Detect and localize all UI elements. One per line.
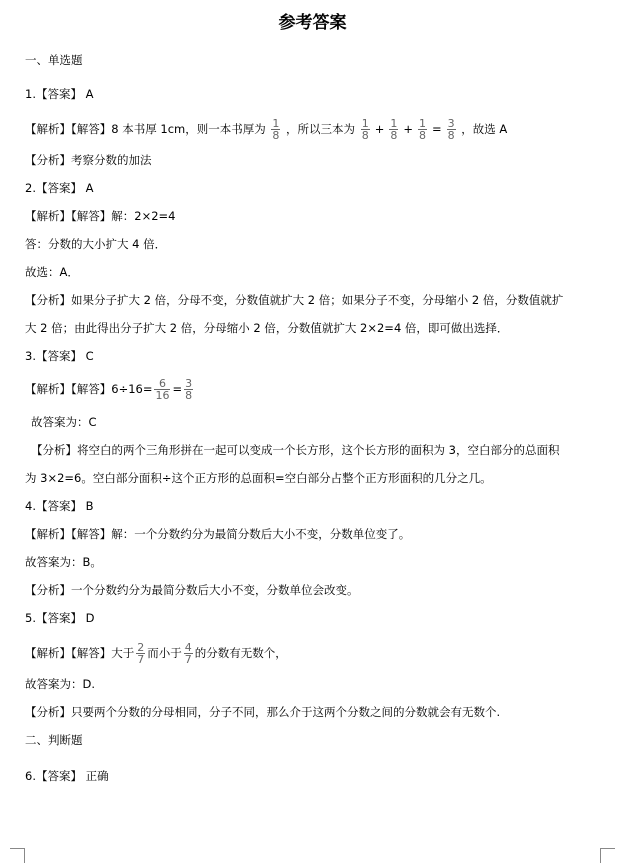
fraction-denominator: 16 <box>155 389 170 402</box>
q1-analysis-prefix: 【解析】【解答】8 本书厚 1cm，则一本书厚为 <box>25 122 266 136</box>
q1-fenxi: 【分析】考察分数的加法 <box>25 153 152 167</box>
fraction-one-eighth <box>418 118 427 141</box>
fraction-denominator: 7 <box>184 653 192 666</box>
fraction-numerator: 4 <box>184 641 192 654</box>
fraction-three-eighths <box>447 118 456 141</box>
q2-fenxi-line2: 大 2 倍；由此得出分子扩大 2 倍，分母缩小 2 倍，分数值就扩大 2×2=4 倍，即可做出选择． <box>25 321 509 335</box>
q1-answer: 1.【答案】 A <box>25 87 94 101</box>
q5-answer: 5.【答案】 D <box>25 611 95 625</box>
q1-analysis-suffix: ，故选 A <box>461 122 508 136</box>
fraction-numerator: 1 <box>361 117 369 130</box>
fraction-one-eighth <box>271 118 280 141</box>
q1-analysis-mid: ，所以三本为 <box>286 122 356 136</box>
fraction-numerator: 1 <box>418 117 426 130</box>
q2-choose: 故选：A． <box>25 265 79 279</box>
q1-analysis <box>25 118 507 141</box>
fraction-denominator: 8 <box>272 129 280 142</box>
q2-answer: 2.【答案】 A <box>25 181 94 195</box>
page-title: 参考答案 <box>278 13 347 33</box>
q3-fenxi-line1: 【分析】将空白的两个三角形拼在一起可以变成一个长方形，这个长方形的面积为 3，空白部分的总面积 <box>31 443 560 457</box>
q5-analysis-mid: 而小于 <box>147 646 182 660</box>
q4-analysis: 【解析】【解答】解：一个分数约分为最简分数后大小不变，分数单位变了。 <box>25 527 411 541</box>
q3-result: 故答案为：C <box>31 415 97 429</box>
fraction-numerator: 1 <box>390 117 398 130</box>
q5-result: 故答案为：D. <box>25 677 96 691</box>
fraction-numerator: 6 <box>158 377 166 390</box>
q5-analysis-suffix: 的分数有无数个， <box>194 646 287 660</box>
plus-sign: + <box>403 122 413 136</box>
q4-result: 故答案为：B。 <box>25 555 102 569</box>
page-corner-mark-left <box>10 848 25 863</box>
fraction-one-eighth <box>361 118 370 141</box>
fraction-denominator: 8 <box>361 129 369 142</box>
fraction-six-sixteenths <box>154 378 170 401</box>
q2-analysis: 【解析】【解答】解：2×2=4 <box>25 209 176 223</box>
fraction-denominator: 7 <box>137 653 145 666</box>
equals-sign: = <box>172 382 183 396</box>
q3-analysis-prefix: 【解析】【解答】6÷16= <box>25 382 153 396</box>
q2-fenxi-line1: 【分析】如果分子扩大 2 倍，分母不变，分数值就扩大 2 倍；如果分子不变，分母缩小 2 倍，分数值就扩 <box>25 293 564 307</box>
fraction-denominator: 8 <box>447 129 455 142</box>
fraction-numerator: 2 <box>137 641 145 654</box>
fraction-denominator: 8 <box>418 129 426 142</box>
q4-fenxi: 【分析】一个分数约分为最简分数后大小不变，分数单位会改变。 <box>25 583 359 597</box>
equals-sign: = <box>431 122 442 136</box>
q3-analysis <box>25 378 195 401</box>
q5-analysis <box>25 642 287 665</box>
fraction-denominator: 8 <box>390 129 398 142</box>
fraction-two-sevenths <box>136 642 145 665</box>
q6-answer: 6.【答案】 正确 <box>25 769 109 783</box>
q4-answer: 4.【答案】 B <box>25 499 94 513</box>
q5-fenxi: 【分析】只要两个分数的分母相同，分子不同，那么介于这两个分数之间的分数就会有无数个. <box>25 705 501 719</box>
q5-analysis-prefix: 【解析】【解答】大于 <box>25 646 135 660</box>
plus-sign: + <box>374 122 385 136</box>
section-heading-true-false: 二、判断题 <box>25 733 83 747</box>
fraction-numerator: 3 <box>185 377 193 390</box>
fraction-three-eighths <box>184 378 193 401</box>
q3-answer: 3.【答案】 C <box>25 349 94 363</box>
section-heading-single-choice: 一、单选题 <box>25 53 83 67</box>
fraction-denominator: 8 <box>185 389 193 402</box>
fraction-one-eighth <box>389 118 398 141</box>
fraction-numerator: 1 <box>272 117 280 130</box>
q3-fenxi-line2: 为 3×2=6。空白部分面积÷这个正方形的总面积=空白部分占整个正方形面积的几分之几。 <box>25 471 492 485</box>
fraction-four-sevenths <box>184 642 193 665</box>
q2-reply: 答：分数的大小扩大 4 倍． <box>25 237 167 251</box>
page-corner-mark-right <box>600 848 615 863</box>
fraction-numerator: 3 <box>447 117 455 130</box>
